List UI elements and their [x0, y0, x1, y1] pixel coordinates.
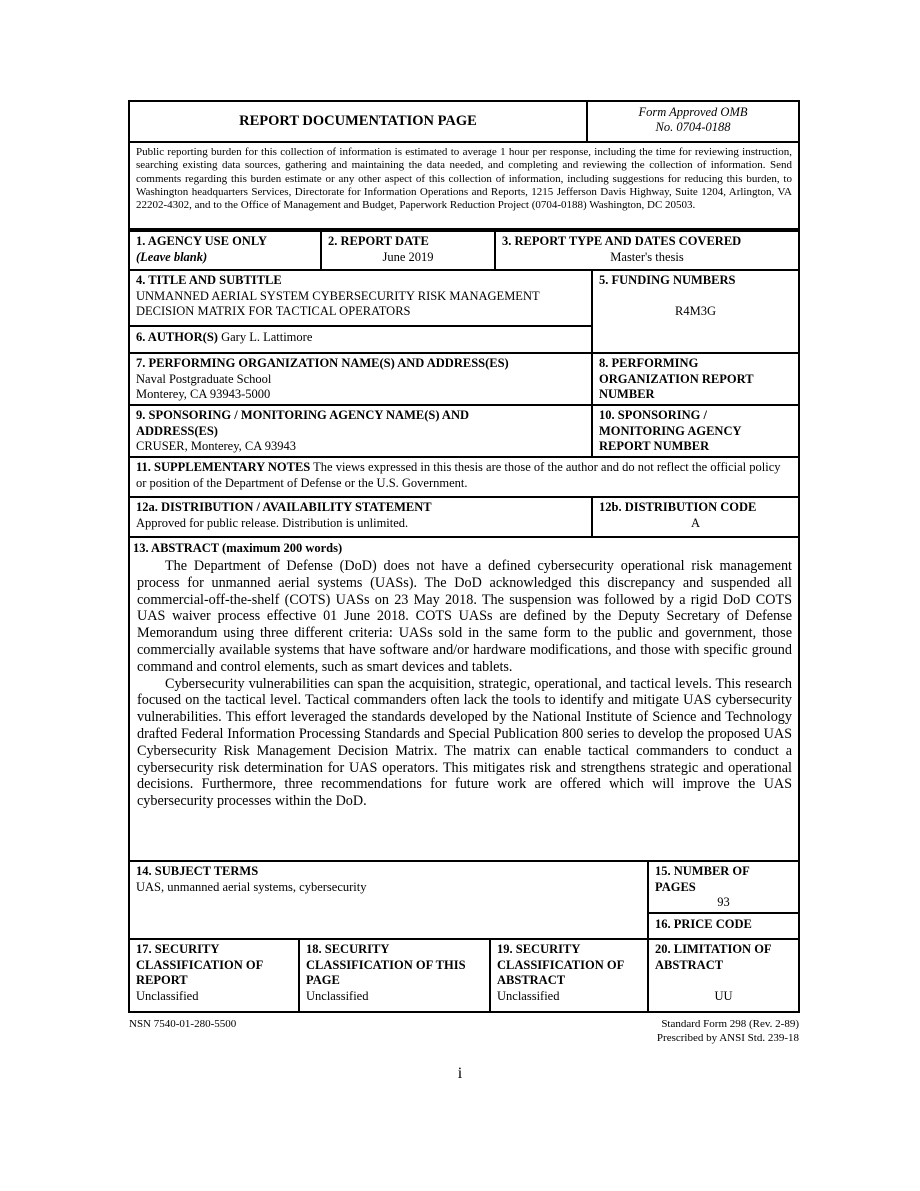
number-of-pages-label-line1: 15. NUMBER OF	[655, 864, 750, 878]
performing-report-line2: ORGANIZATION REPORT	[599, 371, 754, 386]
distribution-statement-label: 12a. DISTRIBUTION / AVAILABILITY STATEMENT	[136, 500, 432, 514]
classification-report-line3: REPORT	[136, 973, 188, 988]
report-date-value: June 2019	[382, 249, 434, 264]
performing-org-line1: Naval Postgraduate School	[136, 371, 272, 386]
author-cell	[130, 327, 590, 346]
classification-page-line1: 18. SECURITY	[306, 942, 390, 956]
limitation-abstract-line1: 20. LIMITATION OF	[655, 942, 772, 956]
performing-report-cell	[593, 354, 798, 403]
sponsoring-cell	[130, 406, 590, 455]
performing-org-label: 7. PERFORMING ORGANIZATION NAME(S) AND ADDRESS(ES)	[136, 356, 509, 370]
abstract-cell	[130, 538, 798, 810]
abstract-label: 13. ABSTRACT (maximum 200 words)	[133, 541, 343, 555]
performing-org-line2: Monterey, CA 93943-5000	[136, 387, 271, 402]
supplementary-label: 11. SUPPLEMENTARY NOTES	[136, 460, 311, 474]
sponsoring-report-line2: MONITORING AGENCY	[599, 423, 742, 438]
page-title: REPORT DOCUMENTATION PAGE	[239, 113, 477, 129]
classification-page-line2: CLASSIFICATION OF THIS	[306, 957, 466, 972]
standard-form-line2: Prescribed by ANSI Std. 239-18	[656, 1032, 799, 1044]
number-of-pages-value: 93	[717, 895, 730, 910]
standard-form-line1: Standard Form 298 (Rev. 2-89)	[661, 1018, 799, 1030]
classification-abstract-cell	[491, 940, 647, 1004]
abstract-paragraph-1: The Department of Defense (DoD) does not have a defined cybersecurity operational risk management process for unmanned aerial systems (UASs). The DoD acknowledged this discrepancy and suspended all commercial-off-the-shelf (COTS) UASs on 23 May 2018. The suspension was followed by a rigid DoD COTS UAS waiver process effective 01 June 2018. COTS UASs are defined by the Deputy Secretary of Defense Memorandum using three different criteria: UASs sold in the same form to the public and government, those commercially available systems that have software and/or hardware modifications, and those with specific ground command and control elements, such as smart devices and tablets.	[137, 558, 792, 675]
form-approval-line1: Form Approved OMB	[638, 105, 748, 119]
report-type-cell	[496, 232, 798, 265]
limitation-abstract-line2: ABSTRACT	[655, 957, 724, 972]
distribution-code-value: A	[690, 515, 701, 530]
classification-abstract-line2: CLASSIFICATION OF	[497, 957, 625, 972]
report-type-label: 3. REPORT TYPE AND DATES COVERED	[502, 234, 742, 248]
author-value: Gary L. Lattimore	[217, 330, 313, 344]
subject-terms-cell	[130, 862, 646, 895]
classification-report-line2: CLASSIFICATION OF	[136, 957, 264, 972]
funding-value: R4M3G	[675, 303, 716, 318]
sponsoring-value: CRUSER, Monterey, CA 93943	[136, 439, 296, 454]
title-line1: UNMANNED AERIAL SYSTEM CYBERSECURITY RISK MANAGEMENT	[136, 288, 540, 303]
agency-use-label: 1. AGENCY USE ONLY	[136, 234, 268, 248]
abstract-block	[128, 536, 800, 862]
number-of-pages-label-line2: PAGES	[655, 879, 696, 894]
form-approval	[588, 102, 798, 141]
burden-block	[128, 141, 800, 230]
title-cell	[130, 271, 590, 320]
sponsoring-label-line1: 9. SPONSORING / MONITORING AGENCY NAME(S) AND	[136, 408, 470, 422]
limitation-abstract-cell	[649, 940, 798, 1004]
performing-org-block	[128, 352, 800, 406]
classification-abstract-value: Unclassified	[497, 988, 560, 1003]
distribution-statement-value: Approved for public release. Distribution is unlimited.	[136, 515, 409, 530]
form-approval-line2: No. 0704-0188	[655, 120, 731, 134]
agency-use-cell	[130, 232, 320, 265]
classification-report-cell	[130, 940, 298, 1004]
report-date-cell	[322, 232, 494, 265]
distribution-code-label: 12b. DISTRIBUTION CODE	[599, 500, 757, 514]
classification-block	[128, 938, 800, 1013]
classification-report-value: Unclassified	[136, 988, 199, 1003]
subject-terms-label: 14. SUBJECT TERMS	[136, 864, 259, 878]
distribution-statement-cell	[130, 498, 590, 531]
supplementary-block	[128, 456, 800, 498]
burden-statement: Public reporting burden for this collection of information is estimated to average 1 hour per response, including the time for reviewing instruction, searching existing data sources, gathering and maintaining the data needed, and completing and reviewing the collection of information. Send comments regarding this burden estimate or any other aspect of this collection of information, including suggestions for reducing this burden, to Washington headquarters Services, Directorate for Information Operations and Reports, 1215 Jefferson Davis Highway, Suite 1204, Arlington, VA 22202-4302, and to the Office of Management and Budget, Paperwork Reduction Project (0704-0188) Washington, DC 20503.	[136, 146, 792, 212]
subject-block	[128, 860, 800, 940]
page-number: i	[457, 1065, 463, 1082]
header-block	[128, 100, 800, 143]
funding-label: 5. FUNDING NUMBERS	[599, 273, 736, 287]
supplementary-cell	[130, 458, 798, 491]
title-funding-block	[128, 269, 800, 354]
subject-terms-value: UAS, unmanned aerial systems, cybersecurity	[136, 879, 367, 894]
distribution-block	[128, 496, 800, 538]
classification-page-cell	[300, 940, 489, 1004]
number-of-pages-cell	[649, 862, 798, 911]
nsn-number: NSN 7540-01-280-5500	[129, 1018, 237, 1030]
report-type-value: Master's thesis	[610, 249, 684, 264]
price-code-label: 16. PRICE CODE	[655, 917, 752, 931]
standard-form-note	[657, 1017, 799, 1045]
funding-cell	[593, 271, 798, 319]
performing-report-line1: 8. PERFORMING	[599, 356, 699, 370]
agency-use-value: (Leave blank)	[136, 249, 208, 264]
sponsoring-report-line3: REPORT NUMBER	[599, 439, 710, 454]
classification-report-line1: 17. SECURITY	[136, 942, 220, 956]
title-label: 4. TITLE AND SUBTITLE	[136, 273, 282, 287]
limitation-abstract-value: UU	[714, 988, 733, 1003]
performing-org-cell	[130, 354, 590, 403]
supplementary-text: The views expressed in this thesis are those of the author and do not reflect the official policy or position of the Department of Defense or the U.S. Government.	[136, 460, 781, 490]
report-date-label: 2. REPORT DATE	[328, 234, 429, 248]
sponsoring-report-cell	[593, 406, 798, 455]
distribution-code-cell	[593, 498, 798, 531]
classification-abstract-line3: ABSTRACT	[497, 973, 566, 988]
sponsoring-label-line2: ADDRESS(ES)	[136, 423, 218, 438]
classification-page-line3: PAGE	[306, 973, 340, 988]
abstract-paragraph-2: Cybersecurity vulnerabilities can span the acquisition, strategic, operational, and tactical levels. This research focused on the tactical level. Tactical commanders often lack the tools to identify and mitigate UAS cybersecurity vulnerabilities. This effort leveraged the standards developed by the National Institute of Science and Technology drafted Federal Information Processing Standards and Special Publication 800 series to develop the proposed UAS Cybersecurity Risk Management Decision Matrix. The matrix can enable tactical commanders to conduct a cybersecurity risk determination for UAS operators. This mitigates risk and strengthens strategic and operational decisions. Furthermore, three recommendations for future work are offered which will improve the UAS cybersecurity processes within the DoD.	[137, 675, 792, 810]
classification-page-value: Unclassified	[306, 988, 369, 1003]
sponsoring-block	[128, 404, 800, 458]
row-agency-date-type	[128, 230, 800, 271]
performing-report-line3: NUMBER	[599, 387, 655, 402]
title-line2: DECISION MATRIX FOR TACTICAL OPERATORS	[136, 304, 411, 319]
price-code-cell	[649, 914, 798, 933]
author-label: 6. AUTHOR(S)	[136, 330, 218, 344]
classification-abstract-line1: 19. SECURITY	[497, 942, 581, 956]
sponsoring-report-line1: 10. SPONSORING /	[599, 408, 708, 422]
